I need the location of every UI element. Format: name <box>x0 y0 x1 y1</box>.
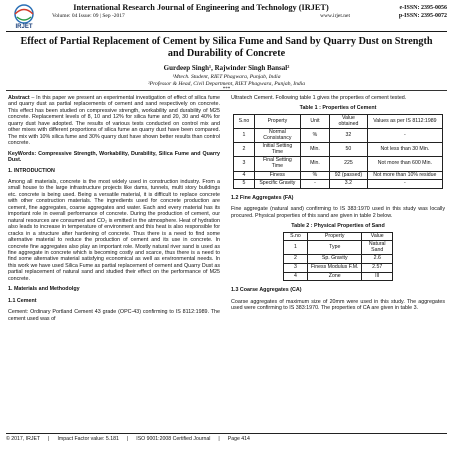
table1-caption: Table 1 : Properties of Cement <box>299 105 377 112</box>
table-cell: Not more than 600 Min. <box>367 157 442 171</box>
ca-text: Coarse aggregates of maximum size of 20mm were used in this study. The aggregates used were confirming to IS 383:1970. The properties of CA are given in table 3. <box>231 298 445 312</box>
fa-heading: 1.2 Fine Aggregates (FA) <box>231 194 294 201</box>
table-cell: 3.2 <box>330 180 368 189</box>
table-row <box>284 264 393 273</box>
cement-continued: Ultratech Cement. Following table 1 gives the properties of cement tested. <box>231 95 407 101</box>
table-header-cell: S.no <box>284 232 308 241</box>
table-cell: % <box>300 171 329 180</box>
footer-copyright: © 2017, IRJET <box>6 436 41 442</box>
table2-caption: Table 2 : Physical Properties of Sand <box>291 223 385 230</box>
separator-stars: *** <box>222 87 231 92</box>
table-cell: - <box>300 180 329 189</box>
materials-heading: 1. Materials and Methodolgy <box>8 286 80 293</box>
table-cell: Specific Gravity <box>254 180 300 189</box>
table-header-cell: Value <box>362 232 393 241</box>
issn-block <box>399 4 447 20</box>
table-cell: 92 (passed) <box>330 171 368 180</box>
table-cell: 1 <box>284 241 308 255</box>
table-header-cell: Value obtained <box>330 114 368 128</box>
keywords-text: Compressive Strength, Workability, Durability, Silica Fume and Quarry Dust. <box>8 150 220 164</box>
table-cell: - <box>367 129 442 143</box>
affiliation-1: ¹Mtech. Student, RIET Phagwara, Punjab, India <box>172 74 281 80</box>
table-row <box>234 157 443 171</box>
svg-text:IRJET: IRJET <box>15 24 33 29</box>
footer-iso: ISO 9001:2008 Certified Journal <box>136 436 211 442</box>
journal-logo <box>6 3 42 29</box>
table-header-cell: Property <box>254 114 300 128</box>
journal-header <box>46 3 356 19</box>
table-cell: 2 <box>234 143 255 157</box>
footer-page: Page 414 <box>227 436 250 442</box>
table-cell: 1 <box>234 129 255 143</box>
table-cell: 3 <box>284 264 308 273</box>
table-row <box>234 171 443 180</box>
abstract-label: Abstract <box>8 95 30 101</box>
table-row <box>284 255 393 264</box>
table-cell: 4 <box>284 272 308 281</box>
affiliation-2: ²Professor & Head, Civil Department, RIET Phagwara, Punjab, India <box>147 81 306 87</box>
table-header-row <box>234 114 443 128</box>
table-cell: Final Setting Time <box>254 157 300 171</box>
p-issn: p-ISSN: 2395-0072 <box>398 13 447 19</box>
table-cell: 50 <box>330 143 368 157</box>
table-cell: Sp. Gravity <box>307 255 362 264</box>
table-header-cell: Values as per IS 8112:1989 <box>367 114 442 128</box>
table-cell: % <box>300 129 329 143</box>
abstract-text: – In this paper we present an experimental investigation of effect of silica fume and quarry dust as partial replacements of cement and sand respectively on concrete. This effect has been studied on compressive strength, workability and durability of M25 concrete. Replacement levels of 8, 10 and 12% for silica fume and 20, 30 and 40% for quarry dust have adopted. The results of various tests conducted on control mix and other mixes with different proportions of silica fume an quarry dust have been compared. The mix with 10% silica fume and 30% quarry dust have shown better results than control concrete. <box>8 95 220 147</box>
table-cell: 225 <box>330 157 368 171</box>
paper-authors: Gurdeep Singh¹, Rajwinder Singh Bansal² <box>163 64 290 72</box>
table-cell: 32 <box>330 129 368 143</box>
header-divider <box>6 31 447 32</box>
table-cell: Finess Modulus F.M. <box>307 264 362 273</box>
table-row <box>284 272 393 281</box>
table-cell: 4 <box>234 171 255 180</box>
table-cell: Min. <box>300 143 329 157</box>
footer-divider <box>6 433 447 434</box>
table-cell: Zone <box>307 272 362 281</box>
table-row <box>234 129 443 143</box>
table-cell: Normal Consistancy <box>254 129 300 143</box>
intro-heading: 1. INTRODUCTION <box>8 167 55 174</box>
cement-text: Cement: Ordinary Portland Cement 43 grade (OPC-43) confirming to IS 8112:1989. The cement used was of <box>8 309 220 322</box>
fa-text: Fine aggregate (natural sand) confirming to IS 383:1970 used in this study was locally procured. Physical properties of this sand are given in table 2 below. <box>231 206 445 219</box>
table-header-cell: Unit <box>300 114 329 128</box>
keywords <box>8 151 220 164</box>
table-cell: Not more than 10% residue <box>367 171 442 180</box>
table-cell: - <box>367 180 442 189</box>
table-header-cell: S.no <box>234 114 255 128</box>
journal-website[interactable]: www.irjet.net <box>320 13 350 19</box>
intro-text: Among all materials, concrete is the most widely used in construction industry. From a small house to the large infrastructure projects like dams, tunnels, multi story buildings etc. concrete is being used. Being a versatile material, it is difficult to replace concrete with other construction materials. The ingredients used for concrete production are cement, fine aggregates, coarse aggregates and water. Each and every material has its important role in overall performance of concrete. During the production of cement, our natural resources are consumed and CO₂ is emitted in the atmosphere. Heat of hydration also leads to increase in temperature of environment and this heat is also responsible for cracks in a structure after hardening of concrete. Thus there is a need to find some alternative material to reduce the production of cement and its use in concrete. In concrete fine aggregates also play an important role. Mostly natural river sand is used as fine aggregate in concrete which is becoming costly and scarce, thus there is a need to find some alternative material satisfying economical as well as environmental needs. In this work we have used Silica Fume as partial replacement of cement and Quarry Dust as partial replacement of natural sand and studied their effect on the performance of M25 concrete. <box>8 178 220 282</box>
footer-separator: | <box>218 436 220 442</box>
left-column <box>8 95 220 326</box>
table-header-row <box>284 232 393 241</box>
journal-volume: Volume: 04 Issue: 09 | Sep -2017 <box>52 13 125 19</box>
cement-heading: 1.1 Cement <box>8 297 37 304</box>
table-row <box>234 180 443 189</box>
irjet-logo-icon <box>6 3 42 29</box>
table-row <box>234 143 443 157</box>
table-cell: Not less than 30 Min. <box>367 143 442 157</box>
table-cell: 5 <box>234 180 255 189</box>
table-cell: Initial Setting Time <box>254 143 300 157</box>
sand-properties-table <box>283 232 393 282</box>
table-header-cell: Property <box>307 232 362 241</box>
table-cell: 2.57 <box>362 264 393 273</box>
right-column <box>231 95 445 316</box>
page-footer <box>6 436 447 442</box>
footer-separator: | <box>48 436 50 442</box>
table-row <box>284 241 393 255</box>
table-cell: 3 <box>234 157 255 171</box>
table-cell: Natural Sand <box>362 241 393 255</box>
paper-title: Effect of Partial Replacement of Cement by Silica Fume and Sand by Quarry Dust on Strength and Durability of Concrete <box>20 36 433 59</box>
footer-separator: | <box>126 436 129 442</box>
ca-heading: 1.3 Coarse Aggregates (CA) <box>231 287 302 294</box>
table-cell: Min. <box>300 157 329 171</box>
e-issn: e-ISSN: 2395-0056 <box>399 5 447 11</box>
table-cell: Finess <box>254 171 300 180</box>
cement-properties-table <box>233 114 443 189</box>
table-cell: 2.6 <box>362 255 393 264</box>
table-cell: 2 <box>284 255 308 264</box>
table-cell: Type <box>307 241 362 255</box>
abstract <box>8 95 220 147</box>
table-cell: III <box>362 272 393 281</box>
footer-impact: Impact Factor value: 5.181 <box>57 436 119 442</box>
journal-name: International Research Journal of Engineering and Technology (IRJET) <box>73 3 329 12</box>
keywords-label: KeyWords: <box>8 150 37 157</box>
